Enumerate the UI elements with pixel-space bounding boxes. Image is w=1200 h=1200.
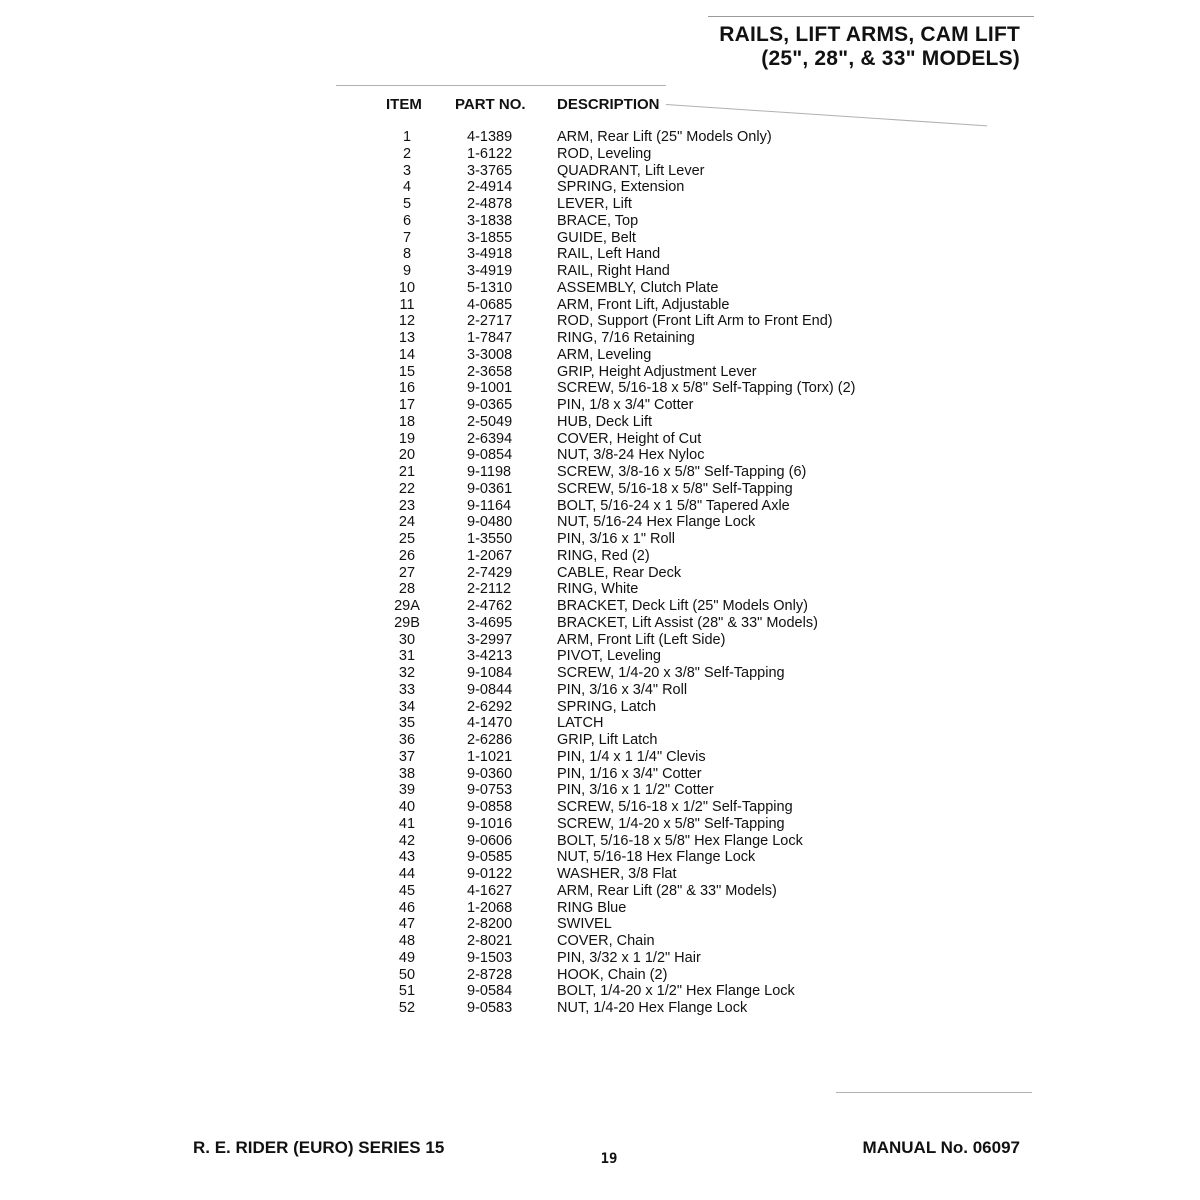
table-row: [0, 732, 1000, 749]
item-number: 44: [398, 866, 416, 882]
item-number: 4: [402, 179, 412, 196]
part-description: BOLT, 1/4-20 x 1/2" Hex Flange Lock: [557, 983, 795, 1000]
part-description: SPRING, Latch: [557, 698, 657, 715]
page-title-line-2: (25", 28", & 33" MODELS): [761, 47, 1020, 70]
table-row: [0, 163, 1000, 180]
part-description: GRIP, Height Adjustment Lever: [557, 363, 757, 380]
part-description: SCREW, 3/8-16 x 5/8" Self-Tapping (6): [557, 464, 807, 480]
item-number: 3: [402, 162, 412, 179]
table-row: [0, 129, 1000, 146]
part-description: SCREW, 1/4-20 x 3/8" Self-Tapping: [557, 665, 785, 681]
table-row: [0, 263, 1000, 280]
item-number: 14: [398, 346, 416, 363]
table-row: [0, 464, 1000, 481]
item-number: 46: [398, 899, 416, 916]
table-row: [0, 179, 1000, 196]
table-row: [0, 615, 1000, 632]
footer-manual-number: MANUAL No. 06097: [862, 1138, 1020, 1157]
table-row: [0, 682, 1000, 699]
part-number: 3-4919: [467, 263, 513, 279]
part-number: 9-0854: [467, 447, 513, 464]
table-row: [0, 632, 1000, 649]
table-row: [0, 431, 1000, 448]
item-number: 52: [398, 1000, 416, 1016]
item-number: 23: [398, 497, 416, 514]
column-header-item: ITEM: [386, 96, 422, 113]
part-description: SCREW, 1/4-20 x 5/8" Self-Tapping: [557, 815, 785, 832]
part-number: 3-3765: [467, 162, 513, 179]
part-number: 2-4878: [467, 196, 513, 212]
table-row: [0, 213, 1000, 230]
part-number: 3-1855: [467, 229, 513, 246]
part-number: 9-0753: [467, 782, 513, 799]
table-row: [0, 581, 1000, 598]
table-row: [0, 498, 1000, 515]
header-rule-left: [336, 85, 666, 86]
item-number: 19: [398, 430, 416, 447]
part-number: 4-1470: [467, 715, 513, 732]
part-description: BRACE, Top: [557, 212, 639, 229]
part-number: 3-4695: [467, 614, 513, 631]
part-description: LATCH: [557, 715, 604, 732]
part-description: ARM, Leveling: [557, 346, 652, 363]
part-description: NUT, 1/4-20 Hex Flange Lock: [557, 1000, 748, 1016]
part-number: 9-1164: [467, 497, 512, 514]
part-number: 1-7847: [467, 330, 513, 346]
table-row: [0, 782, 1000, 799]
table-row: [0, 933, 1000, 950]
item-number: 49: [398, 949, 416, 966]
table-row: [0, 950, 1000, 967]
table-row: [0, 833, 1000, 850]
part-number: 1-2067: [467, 547, 513, 564]
item-number: 47: [398, 916, 416, 933]
item-number: 8: [402, 246, 412, 263]
part-description: SPRING, Extension: [557, 179, 685, 196]
table-row: [0, 397, 1000, 414]
part-number: 9-1198: [467, 464, 512, 480]
part-number: 9-1503: [467, 949, 513, 966]
table-row: [0, 380, 1000, 397]
part-number: 3-1838: [467, 212, 513, 229]
item-number: 50: [398, 966, 416, 983]
table-row: [0, 330, 1000, 347]
part-description: BRACKET, Deck Lift (25" Models Only): [557, 598, 808, 614]
part-description: SCREW, 5/16-18 x 1/2" Self-Tapping: [557, 799, 793, 815]
part-number: 3-3008: [467, 346, 513, 363]
table-row: [0, 364, 1000, 381]
part-description: COVER, Height of Cut: [557, 430, 702, 447]
table-row: [0, 916, 1000, 933]
part-number: 9-1084: [467, 665, 513, 681]
item-number: 12: [398, 313, 416, 330]
part-description: LEVER, Lift: [557, 196, 632, 212]
part-description: NUT, 5/16-24 Hex Flange Lock: [557, 514, 756, 531]
table-row: [0, 146, 1000, 163]
part-number: 9-1001: [467, 380, 513, 397]
part-description: HUB, Deck Lift: [557, 413, 653, 430]
item-number: 9: [402, 263, 412, 279]
item-number: 7: [402, 229, 412, 246]
table-row: [0, 648, 1000, 665]
part-number: 2-6292: [467, 698, 513, 715]
header-rule-right: [666, 104, 987, 126]
item-number: 16: [398, 380, 416, 397]
table-row: [0, 230, 1000, 247]
item-number: 17: [398, 397, 416, 413]
part-description: BOLT, 5/16-24 x 1 5/8" Tapered Axle: [557, 497, 790, 514]
item-number: 29A: [394, 598, 420, 614]
part-number: 4-0685: [467, 296, 513, 313]
item-number: 45: [398, 882, 416, 899]
part-description: RING, Red (2): [557, 547, 650, 564]
table-row: [0, 531, 1000, 548]
table-row: [0, 665, 1000, 682]
part-number: 4-1627: [467, 882, 513, 899]
part-description: PIN, 1/8 x 3/4" Cotter: [557, 397, 694, 413]
part-description: BOLT, 5/16-18 x 5/8" Hex Flange Lock: [557, 832, 803, 849]
item-number: 13: [398, 330, 416, 346]
part-description: SCREW, 5/16-18 x 5/8" Self-Tapping (Torx) (2): [557, 380, 856, 397]
table-row: [0, 715, 1000, 732]
table-row: [0, 749, 1000, 766]
part-number: 1-2068: [467, 899, 513, 916]
item-number: 2: [402, 145, 412, 162]
table-row: [0, 280, 1000, 297]
table-row: [0, 565, 1000, 582]
part-description: RAIL, Right Hand: [557, 263, 670, 279]
table-row: [0, 1000, 1000, 1017]
part-description: ROD, Support (Front Lift Arm to Front End): [557, 313, 833, 330]
item-number: 31: [398, 648, 416, 665]
table-row: [0, 297, 1000, 314]
part-number: 9-0844: [467, 681, 513, 698]
part-description: RAIL, Left Hand: [557, 246, 661, 263]
part-number: 2-6394: [467, 430, 513, 447]
item-number: 39: [398, 782, 416, 799]
item-number: 20: [398, 447, 416, 464]
table-row: [0, 514, 1000, 531]
part-number: 2-8728: [467, 966, 513, 983]
table-row: [0, 447, 1000, 464]
table-row: [0, 598, 1000, 615]
part-description: SCREW, 5/16-18 x 5/8" Self-Tapping: [557, 480, 793, 497]
part-number: 2-2717: [467, 313, 513, 330]
item-number: 18: [398, 413, 416, 430]
part-description: PIN, 1/4 x 1 1/4" Clevis: [557, 748, 706, 765]
part-description: ASSEMBLY, Clutch Plate: [557, 279, 719, 296]
part-number: 2-8021: [467, 933, 513, 949]
part-description: GUIDE, Belt: [557, 229, 636, 246]
part-number: 3-2997: [467, 631, 513, 648]
part-description: PIN, 3/16 x 1" Roll: [557, 531, 675, 547]
item-number: 29B: [394, 614, 420, 631]
item-number: 22: [398, 480, 416, 497]
part-description: GRIP, Lift Latch: [557, 732, 658, 748]
part-number: 2-4914: [467, 179, 513, 196]
table-row: [0, 246, 1000, 263]
part-number: 2-6286: [467, 732, 513, 748]
part-number: 9-0584: [467, 983, 513, 1000]
part-number: 9-0585: [467, 849, 513, 866]
part-number: 9-0361: [467, 480, 513, 497]
part-description: ARM, Front Lift, Adjustable: [557, 296, 730, 313]
column-header-part-no: PART NO.: [455, 96, 526, 113]
part-number: 9-1016: [467, 815, 513, 832]
part-description: RING Blue: [557, 899, 627, 916]
part-number: 9-0858: [467, 799, 513, 815]
part-description: WASHER, 3/8 Flat: [557, 866, 677, 882]
item-number: 48: [398, 933, 416, 949]
item-number: 43: [398, 849, 416, 866]
item-number: 15: [398, 363, 416, 380]
table-row: [0, 414, 1000, 431]
item-number: 26: [398, 547, 416, 564]
item-number: 40: [398, 799, 416, 815]
part-description: NUT, 5/16-18 Hex Flange Lock: [557, 849, 756, 866]
table-row: [0, 883, 1000, 900]
table-row: [0, 866, 1000, 883]
item-number: 41: [398, 815, 416, 832]
table-row: [0, 849, 1000, 866]
part-description: COVER, Chain: [557, 933, 655, 949]
part-description: HOOK, Chain (2): [557, 966, 668, 983]
part-number: 9-0606: [467, 832, 513, 849]
part-number: 4-1389: [467, 129, 513, 145]
part-number: 9-0480: [467, 514, 513, 531]
part-description: QUADRANT, Lift Lever: [557, 162, 705, 179]
table-row: [0, 799, 1000, 816]
item-number: 30: [398, 631, 416, 648]
table-row: [0, 481, 1000, 498]
table-row: [0, 347, 1000, 364]
part-number: 1-1021: [467, 748, 513, 765]
column-header-description: DESCRIPTION: [557, 96, 660, 113]
part-description: ARM, Front Lift (Left Side): [557, 631, 726, 648]
page-number: 19: [600, 1151, 618, 1167]
bottom-rule: [836, 1092, 1032, 1093]
item-number: 5: [402, 196, 412, 212]
table-row: [0, 766, 1000, 783]
item-number: 28: [398, 581, 416, 598]
part-description: NUT, 3/8-24 Hex Nyloc: [557, 447, 705, 464]
part-description: RING, 7/16 Retaining: [557, 330, 695, 346]
part-number: 9-0360: [467, 765, 513, 782]
item-number: 51: [398, 983, 416, 1000]
item-number: 33: [398, 681, 416, 698]
table-row: [0, 983, 1000, 1000]
top-rule: [708, 16, 1034, 17]
part-number: 2-8200: [467, 916, 513, 933]
item-number: 27: [398, 564, 416, 581]
item-number: 6: [402, 212, 412, 229]
part-description: RING, White: [557, 581, 639, 598]
item-number: 11: [399, 296, 415, 313]
table-row: [0, 967, 1000, 984]
part-number: 9-0583: [467, 1000, 513, 1016]
part-number: 9-0122: [467, 866, 513, 882]
part-number: 1-6122: [467, 145, 513, 162]
part-description: PIN, 3/16 x 1 1/2" Cotter: [557, 782, 714, 799]
table-row: [0, 900, 1000, 917]
part-number: 2-4762: [467, 598, 513, 614]
part-description: PIVOT, Leveling: [557, 648, 661, 665]
part-number: 3-4213: [467, 648, 513, 665]
part-number: 3-4918: [467, 246, 513, 263]
part-description: CABLE, Rear Deck: [557, 564, 682, 581]
part-number: 2-3658: [467, 363, 513, 380]
table-row: [0, 313, 1000, 330]
footer-series: R. E. RIDER (EURO) SERIES 15: [193, 1138, 445, 1157]
item-number: 24: [398, 514, 416, 531]
table-row: [0, 699, 1000, 716]
part-number: 2-7429: [467, 564, 513, 581]
item-number: 32: [398, 665, 416, 681]
part-number: 1-3550: [467, 531, 513, 547]
part-description: ROD, Leveling: [557, 145, 652, 162]
parts-table: [0, 129, 1000, 1017]
item-number: 10: [398, 279, 416, 296]
part-description: ARM, Rear Lift (28" & 33" Models): [557, 882, 777, 899]
item-number: 37: [398, 748, 416, 765]
part-number: 2-5049: [467, 413, 513, 430]
item-number: 34: [398, 698, 416, 715]
part-number: 9-0365: [467, 397, 513, 413]
item-number: 35: [398, 715, 416, 732]
item-number: 42: [398, 832, 416, 849]
item-number: 36: [398, 732, 416, 748]
table-row: [0, 196, 1000, 213]
part-description: ARM, Rear Lift (25" Models Only): [557, 129, 772, 145]
item-number: 1: [402, 129, 412, 145]
part-description: BRACKET, Lift Assist (28" & 33" Models): [557, 614, 818, 631]
page-title-line-1: RAILS, LIFT ARMS, CAM LIFT: [719, 23, 1020, 46]
part-number: 2-2112: [467, 581, 512, 598]
table-row: [0, 816, 1000, 833]
part-description: SWIVEL: [557, 916, 612, 933]
part-number: 5-1310: [467, 279, 513, 296]
part-description: PIN, 1/16 x 3/4" Cotter: [557, 765, 702, 782]
part-description: PIN, 3/32 x 1 1/2" Hair: [557, 949, 701, 966]
part-description: PIN, 3/16 x 3/4" Roll: [557, 681, 688, 698]
item-number: 38: [398, 765, 416, 782]
item-number: 25: [398, 531, 416, 547]
item-number: 21: [398, 464, 416, 480]
table-row: [0, 548, 1000, 565]
